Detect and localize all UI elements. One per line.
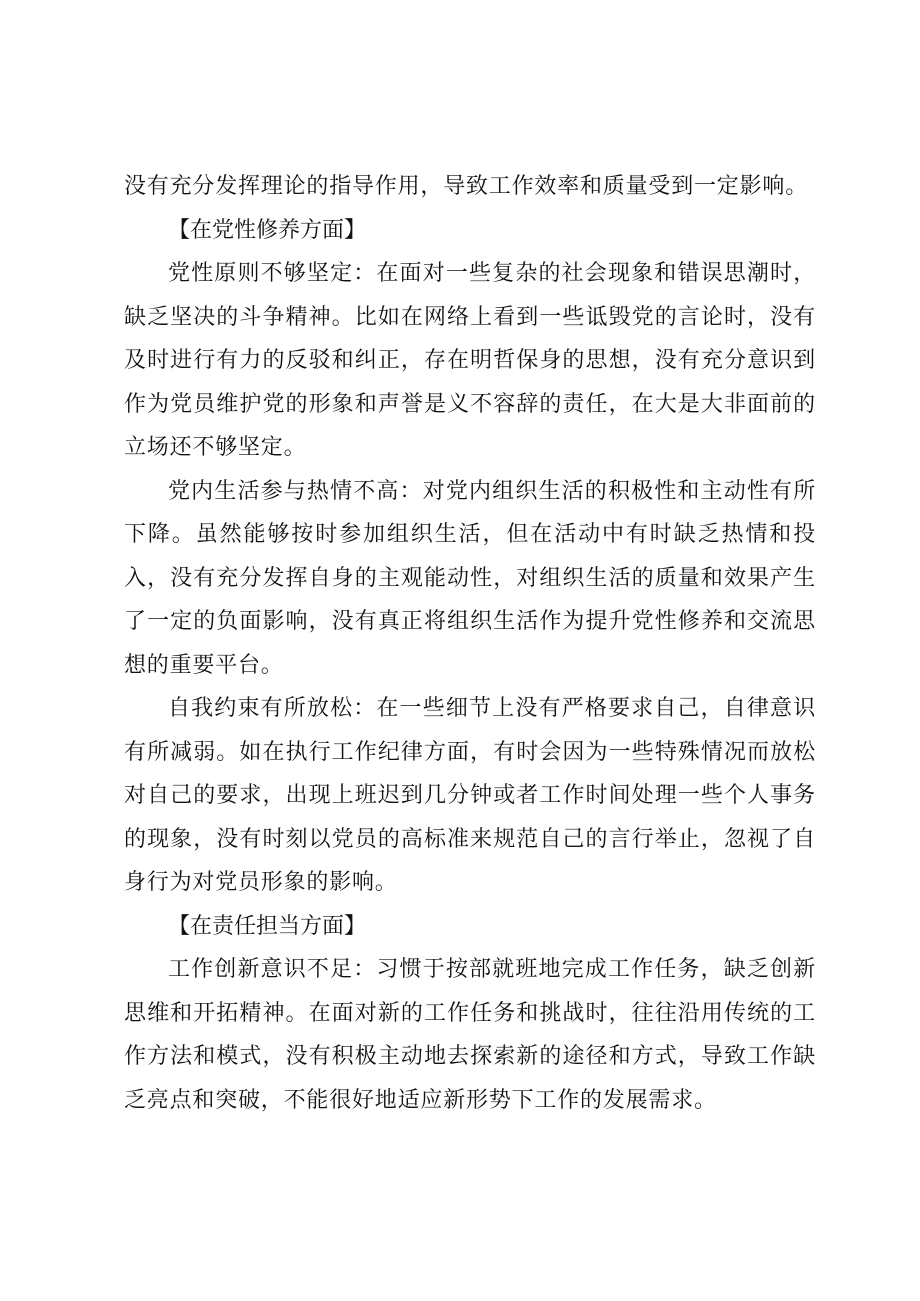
section-heading-responsibility: 【在责任担当方面】 (168, 913, 367, 939)
paragraph-party-life: 党内生活参与热情不高：对党内组织生活的积极性和主动性有所下降。虽然能够按时参加组织生活，但在活动中有时缺乏热情和投入，没有充分发挥自身的主观能动性，对组织生活的质量和效果产生了一定的负面影响，没有真正将组织生活作为提升党性修养和交流思想的重要平台。 (124, 478, 816, 678)
section-heading-party-spirit: 【在党性修养方面】 (168, 217, 367, 243)
paragraph-innovation: 工作创新意识不足：习惯于按部就班地完成工作任务，缺乏创新思维和开拓精神。在面对新的工作任务和挑战时，往往沿用传统的工作方法和模式，没有积极主动地去探索新的途径和方式，导致工作缺乏亮点和突破，不能很好地适应新形势下工作的发展需求。 (124, 957, 816, 1113)
paragraph-party-principle: 党性原则不够坚定：在面对一些复杂的社会现象和错误思潮时，缺乏坚决的斗争精神。比如在网络上看到一些诋毁党的言论时，没有及时进行有力的反驳和纠正，存在明哲保身的思想，没有充分意识到作为党员维护党的形象和声誉是义不容辞的责任，在大是大非面前的立场还不够坚定。 (124, 261, 816, 460)
paragraph-self-discipline: 自我约束有所放松：在一些细节上没有严格要求自己，自律意识有所减弱。如在执行工作纪律方面，有时会因为一些特殊情况而放松对自己的要求，出现上班迟到几分钟或者工作时间处理一些个人事务的现象，没有时刻以党员的高标准来规范自己的言行举止，忽视了自身行为对党员形象的影响。 (124, 696, 816, 895)
paragraph-continuation: 没有充分发挥理论的指导作用，导致工作效率和质量受到一定影响。 (124, 174, 809, 199)
